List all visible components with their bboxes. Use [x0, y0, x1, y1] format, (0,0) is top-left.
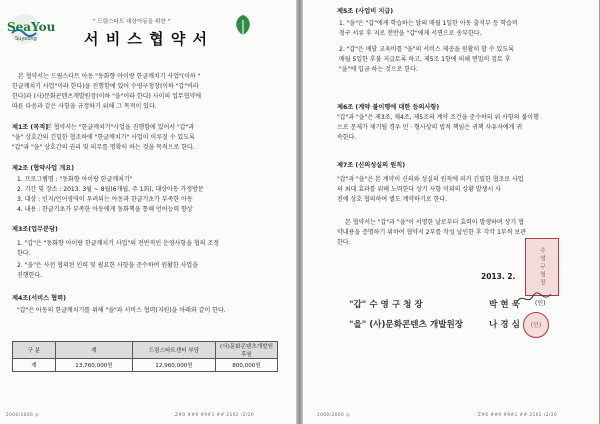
slogan: " 드림스타트 대상아동을 위한 ": [93, 19, 171, 25]
signature-1-icon: [515, 290, 555, 308]
signatory-1-role: "갑" 수 영 구 청 장: [349, 300, 423, 310]
page-footer-left: 2000/2000 ◎: [317, 412, 351, 417]
table-header: 구 분: [13, 342, 56, 359]
table-header: (사)문화콘텐츠개발원 후원: [216, 342, 278, 359]
article-1-line: "을" 상호간의 긴밀한 협조하에 "한글깨치기" 사업이 이루질 수 있도록: [12, 134, 195, 141]
article-5-item: 매월 5일한 후불 지급토록 하고, 제5조 1항에 의해 면밀히 검토 후: [339, 56, 511, 63]
page-gutter: [296, 0, 303, 424]
logo-subtext: Suyeong: [15, 36, 37, 42]
article-6-line: 속한다.: [337, 134, 357, 141]
article-5-item: 2. "갑"은 매달 교육비를 "을"의 서비스 제공을 원활히 할 수 있도록: [339, 46, 514, 53]
signatory-2-name: 나 경 심: [489, 320, 520, 330]
article-4-heading: 제4조(서비스 협력): [12, 295, 66, 302]
article-3-item: 1. "갑"은 "동화향 아이랑 한글깨치기 사업"의 전반적인 운영사항을 협의 조정: [17, 240, 220, 247]
closing-line: 본 협약서는 "갑"과 "을"이 서명한 날로부터 효력이 발생하며 상기 협: [345, 219, 524, 226]
agreement-page-2: [303, 0, 599, 424]
article-3-item: 2. "을"은 사전 협의된 인력 및 필요한 사항을 준수하여 원활한 사업을: [17, 262, 199, 269]
intro-line: 한다)과 (사)문화콘텐츠개발원장(이하 "을"이라 한다) 사이의 업무협약에: [12, 93, 202, 100]
article-7-line: 의 최대 효과를 위해 노력한다 상기 사항 이외의 상황 발생시 사: [337, 186, 501, 193]
article-1-line: 본 협약서는 "한글깨치기"사업을 진행함에 있어서 "갑"과: [46, 124, 195, 131]
official-seal-round: [523, 312, 549, 338]
date: 2013. 2.: [481, 272, 516, 281]
article-2-item: 1. 프로그램명 : "동화향 아이랑 한글깨치기": [17, 176, 133, 183]
article-6-heading: 제6조 (계약 불이행에 대한 등의사항): [337, 104, 440, 111]
article-3-item: 한다.: [17, 250, 31, 257]
table-cell: 800,000원: [216, 359, 278, 372]
logo-wordmark: SeaYou: [7, 20, 56, 34]
intro-line: 한글깨치기 사업"이라 한다)을 진행함에 있어 수영구청장(이하 "갑"이라: [12, 83, 199, 90]
article-5-item: 청구 서류 후 지로 전반을 "갑"에게 서면으로 송부한다.: [339, 30, 482, 37]
article-7-line: 전에 상호 협의하여 별도 계약하기로 한다.: [337, 196, 447, 203]
official-seal-square: 수영구청장: [525, 238, 559, 296]
document-title: 서 비 스 협 약 서: [84, 30, 209, 48]
table-cell: 계: [13, 359, 56, 372]
agreement-page-1: [0, 0, 296, 424]
article-5-item: "을"에 입금 하는 것으로 한다.: [339, 66, 418, 73]
table-cell: 13,760,000원: [56, 359, 133, 372]
article-3-item: 진행한다.: [17, 272, 43, 279]
table-header: 계: [56, 342, 133, 359]
article-3-heading: 제3조(업무분담): [12, 226, 58, 233]
article-1-line: "갑"과 "을" 상호간의 권리 및 의무를 명확히 하는 것을 목적으로 한다.: [12, 144, 195, 151]
page-footer-right: Z#0 ##9 #9#1 ## 2102 /2/20: [478, 412, 558, 417]
article-2-item: 2. 기간 및 장소 : 2013. 3월 ~ 8월(6개월, 주 1회), 대상아동 가정방문: [17, 186, 204, 193]
article-6-line: "갑"과 "을"은 제3조, 제4조, 제5조의 계약 조건을 준수하되 위 사항의 불이행: [337, 114, 539, 121]
article-2-item: 4. 내용 : 한글기초가 부족한 아동에게 동화책을 통해 언어능력 향상: [17, 206, 193, 213]
signatory-1-name: 박 현 욱: [489, 300, 520, 310]
article-2-item: 3. 대상 : 인지/언어영역이 우려되는 아동과 한글기초가 부족한 아동: [17, 196, 193, 203]
closing-line: 한다.: [337, 239, 351, 246]
leaf-icon: [230, 12, 256, 38]
closing-line: 약내용을 증명하기 위하여 협약서 2부를 작성 날인한 후 각각 1부씩 보관: [337, 229, 526, 236]
article-7-line: "갑"과 "을"은 본 계약이 신의와 성실의 원칙에 의거 긴밀한 협조로 사업: [337, 176, 524, 183]
article-7-heading: 제7조 (신의성실의 원칙): [337, 162, 406, 169]
article-2-heading: 제2조 (협약사업 개요): [12, 165, 75, 172]
seayou-logo: [7, 12, 56, 46]
intro-line: 따른 다음과 같은 사항을 규정하기 위해 그 목적이 있다.: [12, 103, 157, 110]
article-4-line: "갑"은 아동의 한글깨치기를 위해 "을"과 서비스 협력(지원)을 아래와 같이 한다.: [17, 307, 226, 314]
table-header: 드림스타트센터 부담: [133, 342, 216, 359]
article-5-heading: 제5조 (사업비 지급): [337, 8, 394, 15]
article-1-heading: 제1조 (목적): [12, 124, 49, 131]
signatory-1-seal-mark: (인): [535, 300, 546, 307]
budget-table: [12, 341, 278, 372]
article-6-line: 으로 문제가 제기될 경우 민 · 형사상의 법적 책임은 귀책 사유자에게 귀: [337, 124, 523, 131]
intro-line: 본 협약서는 드림스타트 아동 "동화향 아이랑 한글깨치기 사업"(이하 ": [18, 73, 201, 80]
page-footer-right: Z#0 ##9 #9#1 ## 2102 /2/20: [175, 412, 255, 417]
article-5-item: 1. "을"은 "갑"에게 학습하는 달의 매월 1일한 아동 출석부 등 학습비: [339, 20, 518, 27]
page-footer-left: 2000/1000 ◎: [6, 412, 40, 417]
table-cell: 12,960,000원: [133, 359, 216, 372]
signatory-2-seal-mark: (인): [530, 321, 542, 329]
signatory-2-role: "을" (사)문화콘텐츠 개발원장: [349, 320, 464, 330]
